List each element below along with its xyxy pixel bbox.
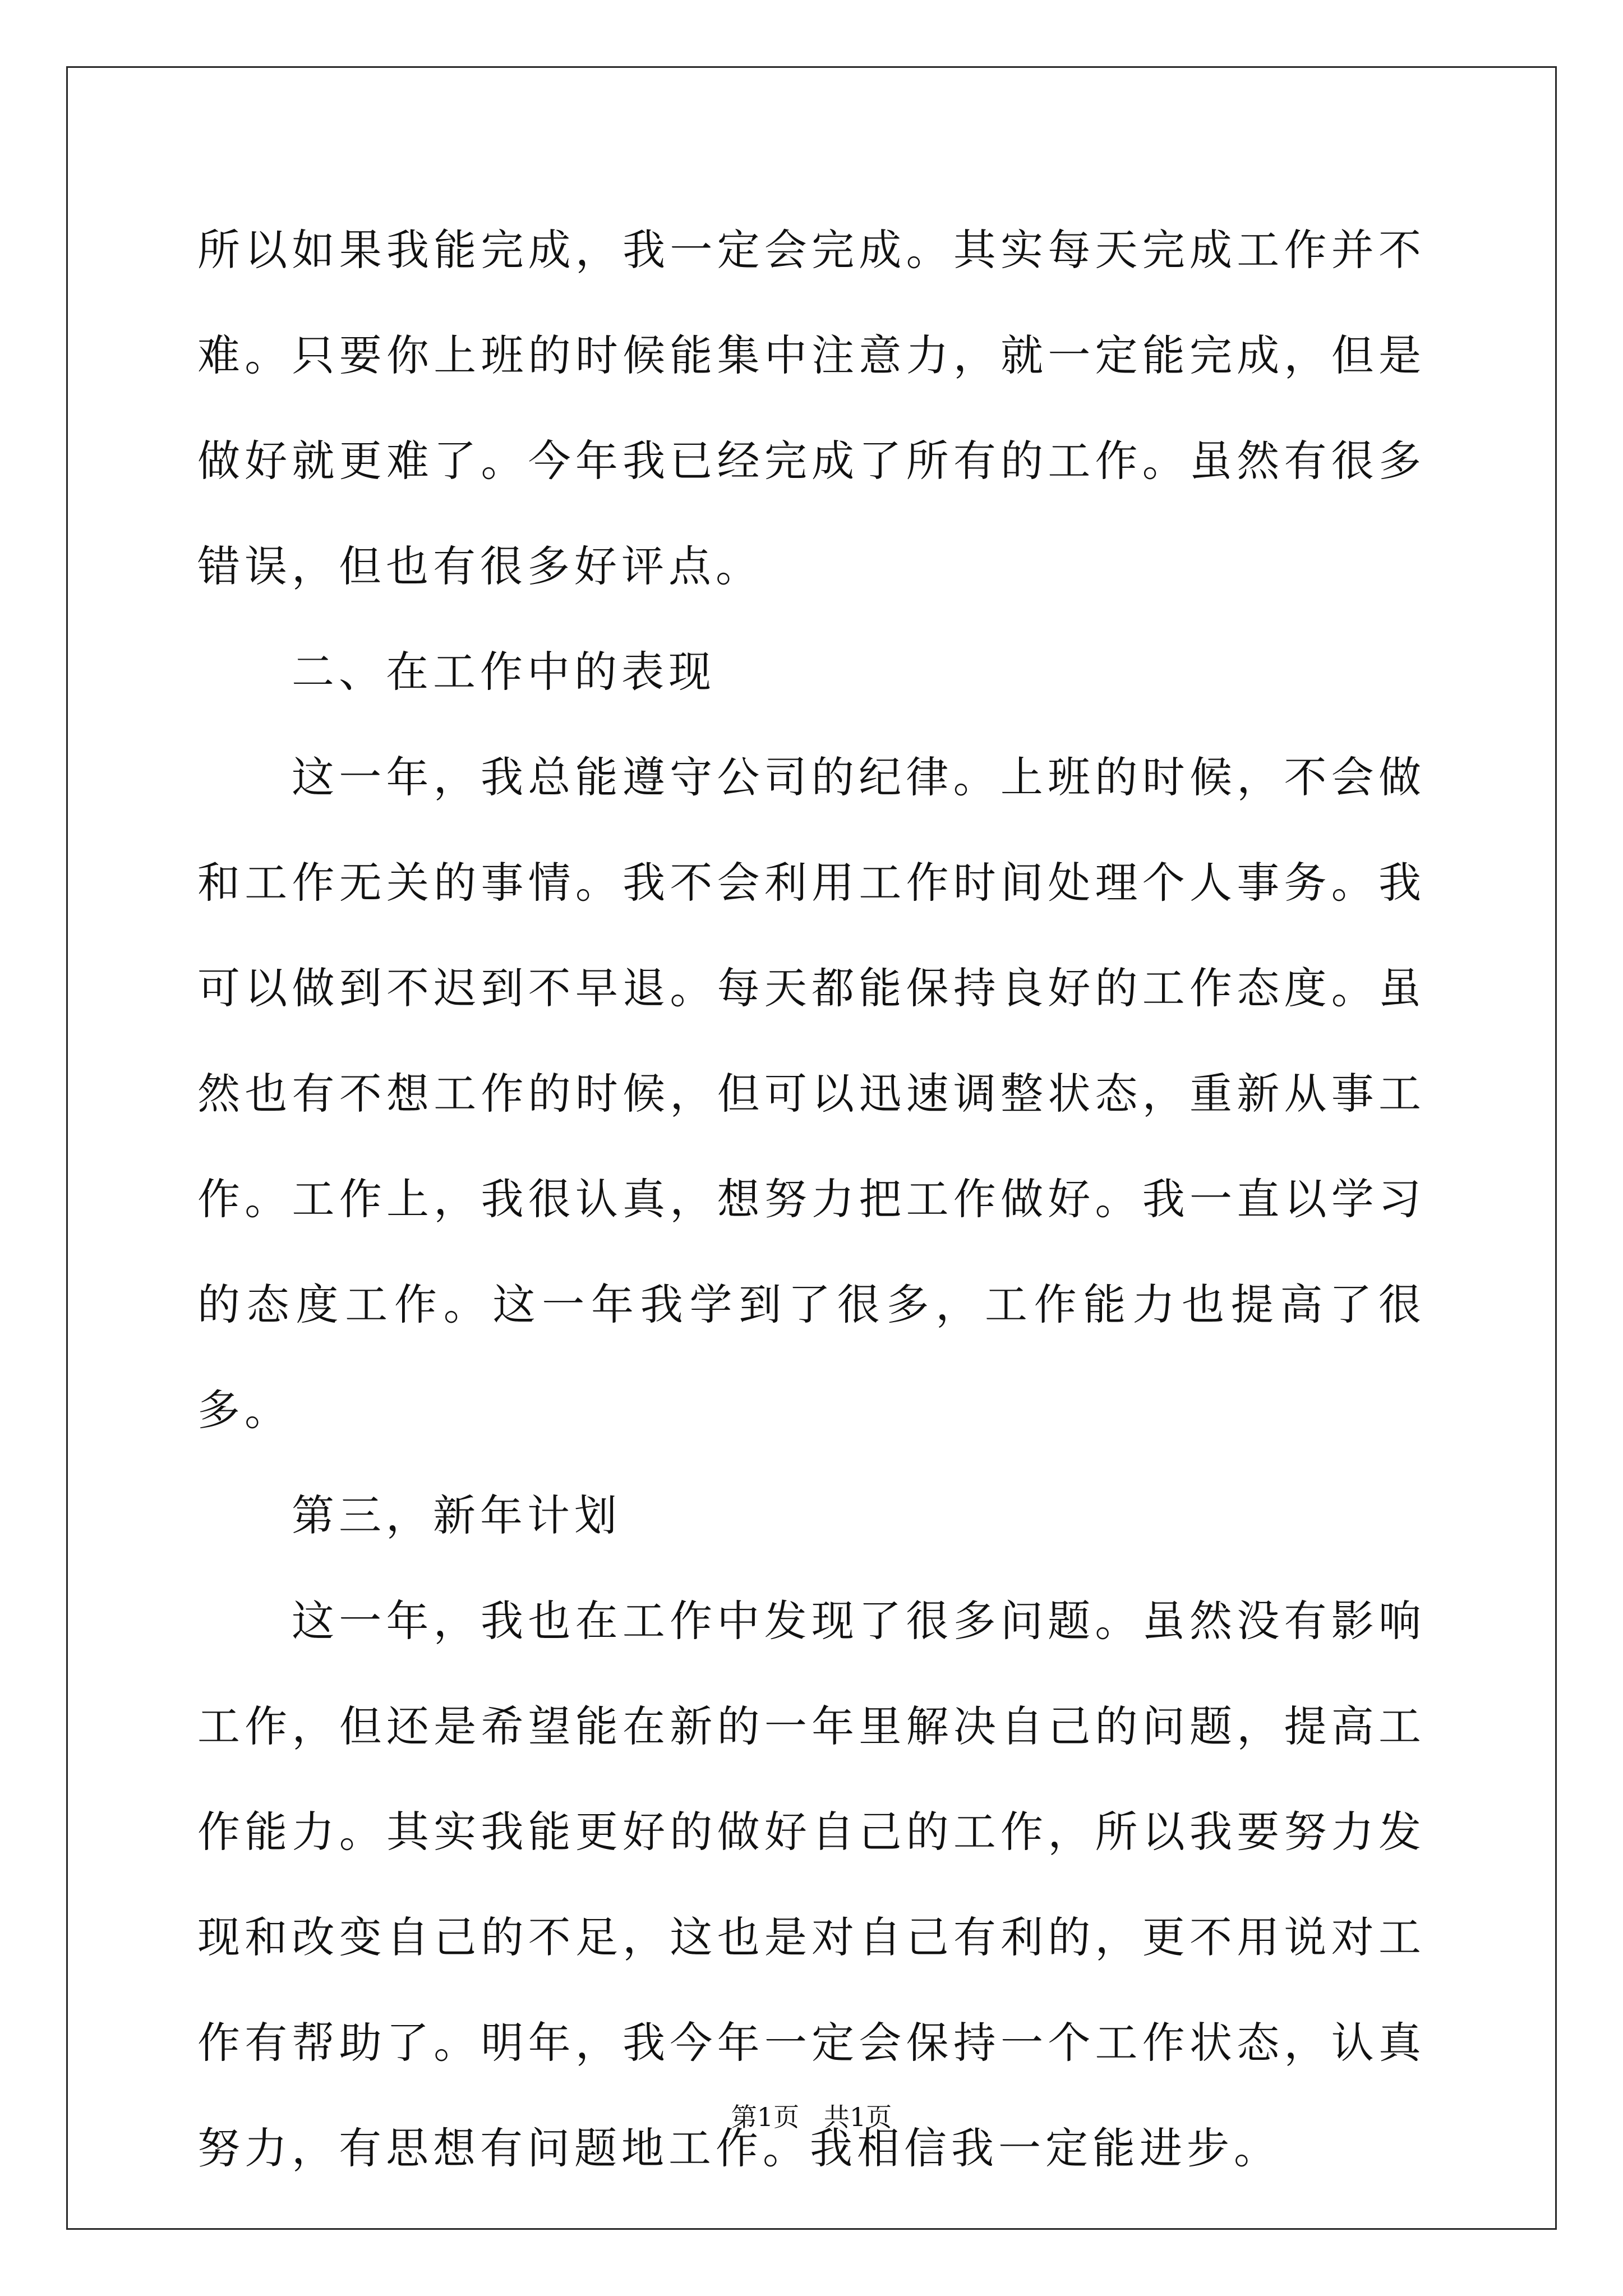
paragraph-intro-continuation: 所以如果我能完成，我一定会完成。其实每天完成工作并不难。只要你上班的时候能集中注意力，就一定能完成，但是做好就更难了。今年我已经完成了所有的工作。虽然有很多错误，但也有很多好评点。 xyxy=(197,225,1426,591)
document-body xyxy=(197,197,1426,2201)
section-heading-work-performance: 二、在工作中的表现 xyxy=(292,647,716,697)
section-heading-new-year-plan: 第三，新年计划 xyxy=(292,1490,621,1540)
page-number-footer: 第1页 共1页 xyxy=(731,2102,892,2132)
paragraph-work-performance: 这一年，我总能遵守公司的纪律。上班的时候，不会做和工作无关的事情。我不会利用工作时间处理个人事务。我可以做到不迟到不早退。每天都能保持良好的工作态度。虽然也有不想工作的时候，但可以迅速调整状态，重新从事工作。工作上，我很认真，想努力把工作做好。我一直以学习的态度工作。这一年我学到了很多，工作能力也提高了很多。 xyxy=(197,752,1426,1435)
paragraph-new-year-plan: 这一年，我也在工作中发现了很多问题。虽然没有影响工作，但还是希望能在新的一年里解决自己的问题，提高工作能力。其实我能更好的做好自己的工作，所以我要努力发现和改变自己的不足，这也是对自己有利的，更不用说对工作有帮助了。明年，我今年一定会保持一个工作状态，认真努力，有思想有问题地工作。我相信我一定能进步。 xyxy=(197,1596,1426,2173)
